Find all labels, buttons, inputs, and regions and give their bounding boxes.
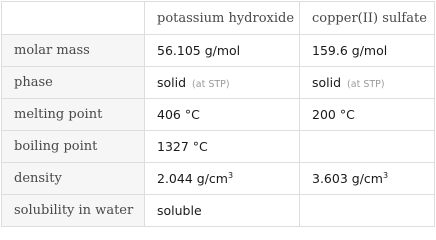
cell-value: 200 °C [312,107,355,122]
row-label-density: density [2,163,145,195]
header-corner-cell [2,2,145,35]
cell-boiling-point-copper-sulfate [300,131,435,163]
row-label-boiling-point: boiling point [2,131,145,163]
cell-value: solid [312,75,342,90]
cell-value: 1327 °C [157,139,208,154]
cell-note: (at STP) [192,79,230,90]
cell-value: solid [157,75,187,90]
cell-note: (at STP) [347,79,385,90]
cell-value: 406 °C [157,107,200,122]
cell-density-copper-sulfate [300,163,435,195]
cell-value: 2.044 g/cm [157,171,228,186]
cell-molar-mass-copper-sulfate [300,35,435,67]
table-row [2,163,435,195]
cell-solubility-copper-sulfate [300,195,435,227]
unit-exponent: 3 [382,170,389,180]
table-row [2,35,435,67]
row-label-melting-point: melting point [2,99,145,131]
row-label-molar-mass: molar mass [2,35,145,67]
unit-exponent: 3 [227,170,234,180]
cell-phase-potassium-hydroxide [145,67,300,99]
cell-boiling-point-potassium-hydroxide [145,131,300,163]
properties-table [1,1,435,227]
cell-molar-mass-potassium-hydroxide [145,35,300,67]
cell-phase-copper-sulfate [300,67,435,99]
cell-value: 3.603 g/cm [312,171,383,186]
column-header-copper-sulfate: copper(II) sulfate [300,2,435,35]
cell-melting-point-copper-sulfate [300,99,435,131]
table-row [2,195,435,227]
row-label-solubility-in-water: solubility in water [2,195,145,227]
row-label-phase: phase [2,67,145,99]
table-row [2,131,435,163]
cell-density-potassium-hydroxide [145,163,300,195]
table-row [2,67,435,99]
cell-solubility-potassium-hydroxide [145,195,300,227]
table-header-row [2,2,435,35]
column-header-potassium-hydroxide: potassium hydroxide [145,2,300,35]
cell-value: 159.6 g/mol [312,43,388,58]
cell-melting-point-potassium-hydroxide [145,99,300,131]
cell-value: 56.105 g/mol [157,43,241,58]
table-row [2,99,435,131]
cell-value: soluble [157,203,202,218]
